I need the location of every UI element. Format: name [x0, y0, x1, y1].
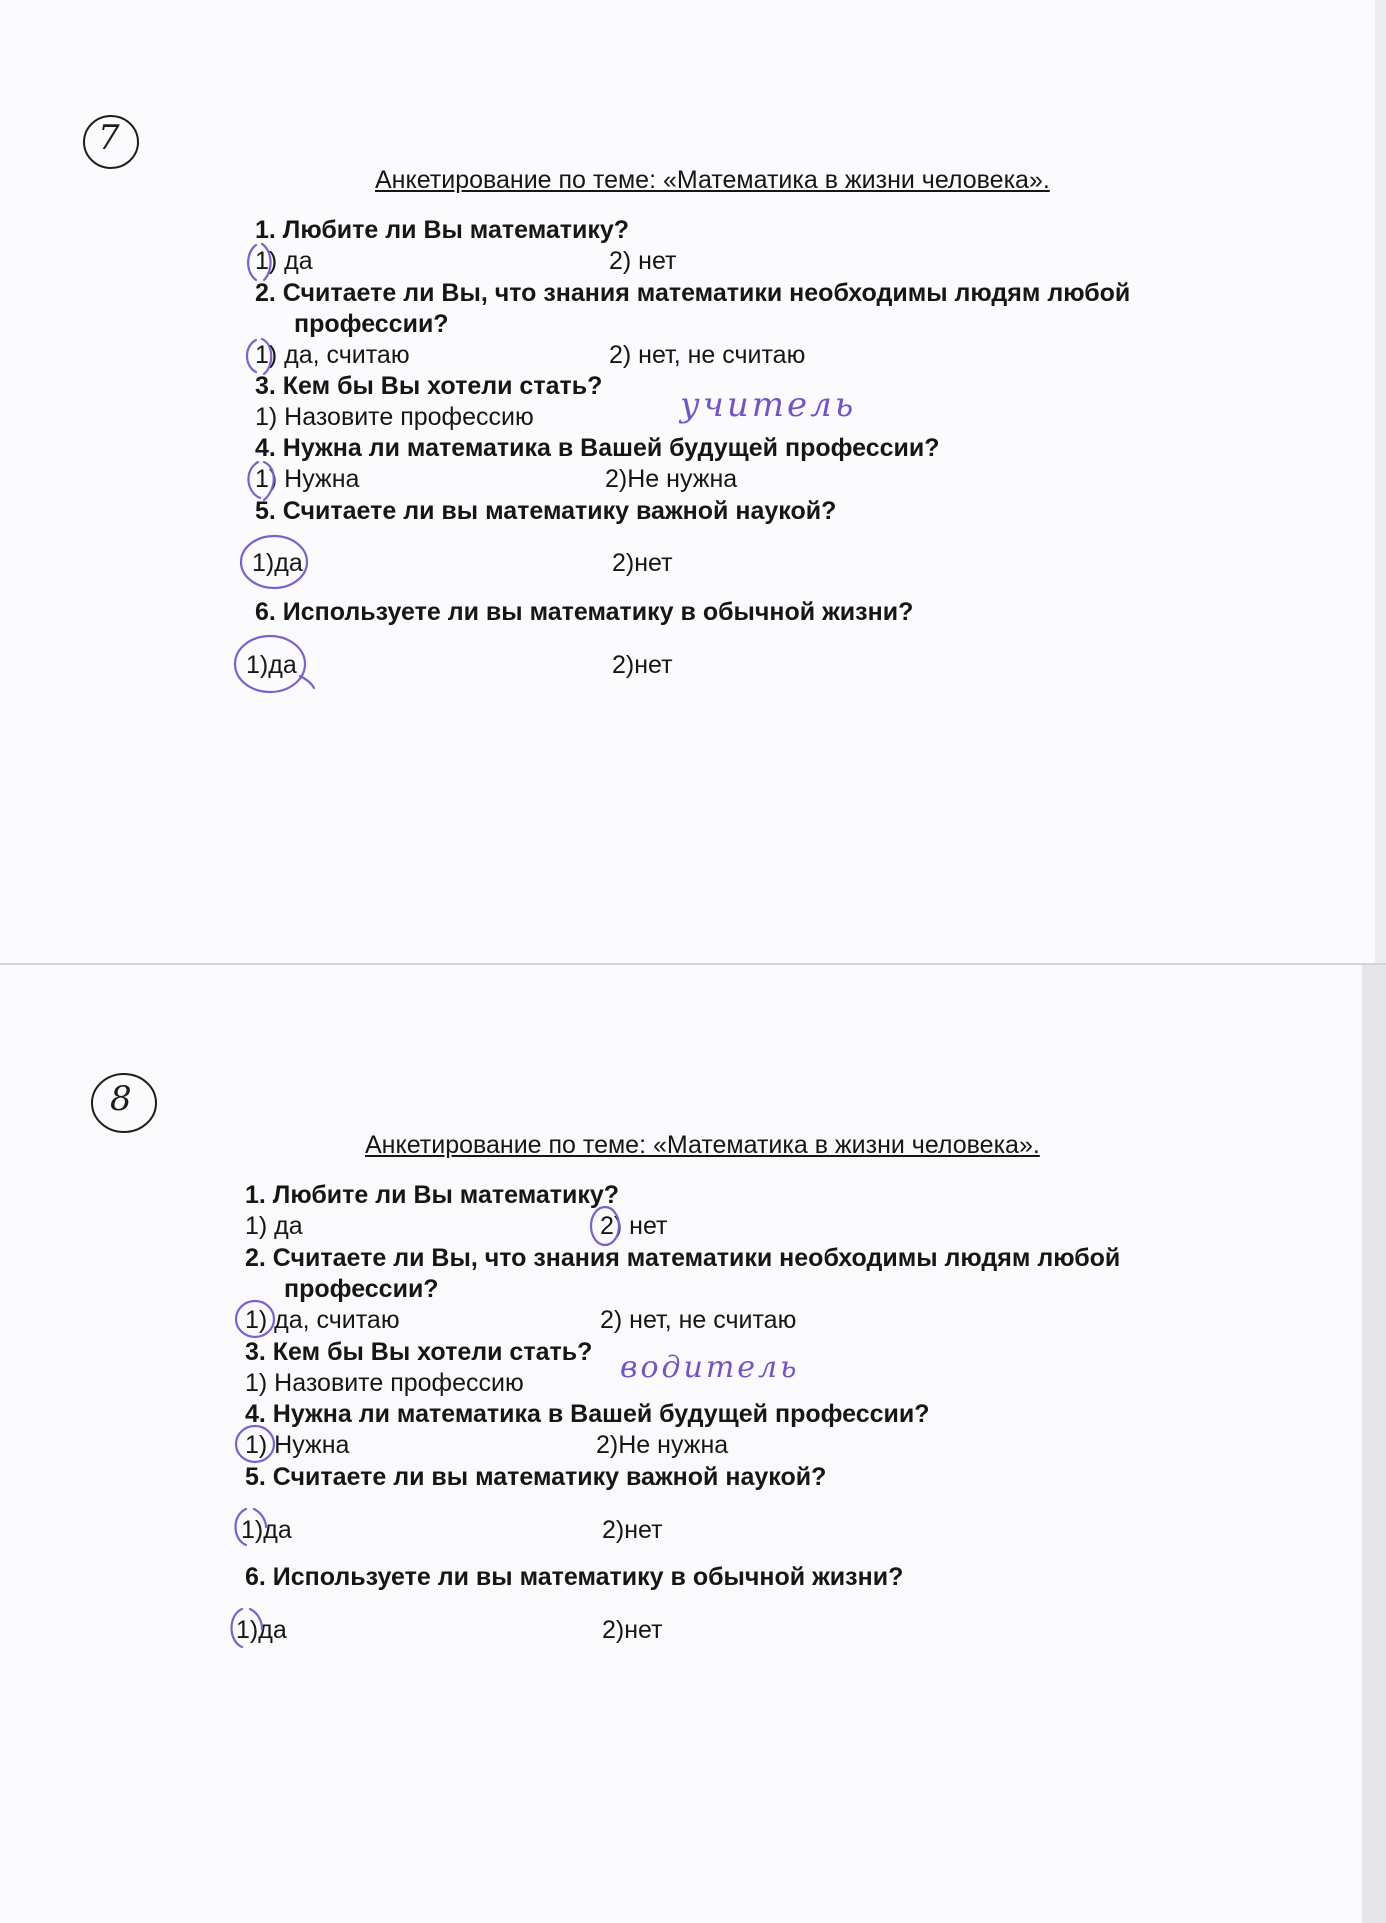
question-2-line-2: профессии?: [284, 1275, 439, 1303]
q6-option-2: 2)нет: [612, 651, 673, 679]
q3-option-1: 1) Назовите профессию: [255, 403, 534, 431]
q2-option-1: 1) да, считаю: [245, 1306, 400, 1334]
survey-sheet-7: [0, 0, 1375, 965]
q5-option-2: 2)нет: [602, 1516, 663, 1544]
q6-option-2: 2)нет: [602, 1616, 663, 1644]
question-4: 4. Нужна ли математика в Вашей будущей профессии?: [245, 1400, 930, 1428]
survey-sheet-8: [0, 965, 1362, 1923]
answer-circle-mark: [236, 532, 318, 594]
q2-option-2: 2) нет, не считаю: [600, 1306, 797, 1334]
q5-option-1: 1)да: [252, 549, 303, 577]
q2-option-2: 2) нет, не считаю: [609, 341, 806, 369]
q1-option-2: 2) нет: [609, 247, 677, 275]
q1-option-1: 1) да: [245, 1212, 303, 1240]
q6-option-1: 1)да: [236, 1616, 287, 1644]
question-5: 5. Считаете ли вы математику важной наукой?: [255, 497, 837, 525]
q3-option-1: 1) Назовите профессию: [245, 1369, 524, 1397]
q6-option-1: 1)да: [246, 651, 297, 679]
survey-title: Анкетирование по теме: «Математика в жизни человека».: [375, 166, 1050, 194]
answer-circle-mark: [232, 1422, 280, 1466]
answer-circle-mark: [228, 1505, 274, 1551]
scan-edge: [1362, 965, 1386, 1923]
sheet-number: 7: [98, 118, 120, 158]
q4-option-1: 1) Нужна: [255, 465, 360, 493]
question-1: 1. Любите ли Вы математику?: [245, 1181, 620, 1209]
sheet-number: 8: [110, 1079, 132, 1119]
q4-option-1: 1) Нужна: [245, 1431, 350, 1459]
q1-option-2: 2) нет: [600, 1212, 668, 1240]
question-2-line-2: профессии?: [294, 310, 449, 338]
question-3: 3. Кем бы Вы хотели стать?: [245, 1338, 593, 1366]
q5-option-1: 1)да: [241, 1516, 292, 1544]
handwritten-answer: учитель: [680, 385, 857, 425]
question-5: 5. Считаете ли вы математику важной наукой?: [245, 1463, 827, 1491]
question-3: 3. Кем бы Вы хотели стать?: [255, 372, 603, 400]
answer-circle-mark: [224, 1605, 270, 1653]
question-1: 1. Любите ли Вы математику?: [255, 216, 630, 244]
question-4: 4. Нужна ли математика в Вашей будущей профессии?: [255, 434, 940, 462]
q1-option-1: 1) да: [255, 247, 313, 275]
q2-option-1: 1) да, считаю: [255, 341, 410, 369]
handwritten-answer: водитель: [620, 1350, 800, 1385]
question-6: 6. Используете ли вы математику в обычной жизни?: [255, 598, 914, 626]
q5-option-2: 2)нет: [612, 549, 673, 577]
answer-circle-mark: [230, 632, 320, 700]
question-2-line-1: 2. Считаете ли Вы, что знания математики необходимы людям любой: [255, 279, 1131, 307]
question-2-line-1: 2. Считаете ли Вы, что знания математики необходимы людям любой: [245, 1244, 1121, 1272]
survey-title: Анкетирование по теме: «Математика в жизни человека».: [365, 1131, 1040, 1159]
q4-option-2: 2)Не нужна: [605, 465, 738, 493]
q4-option-2: 2)Не нужна: [596, 1431, 729, 1459]
question-6: 6. Используете ли вы математику в обычной жизни?: [245, 1563, 904, 1591]
answer-circle-mark: [232, 1297, 280, 1341]
